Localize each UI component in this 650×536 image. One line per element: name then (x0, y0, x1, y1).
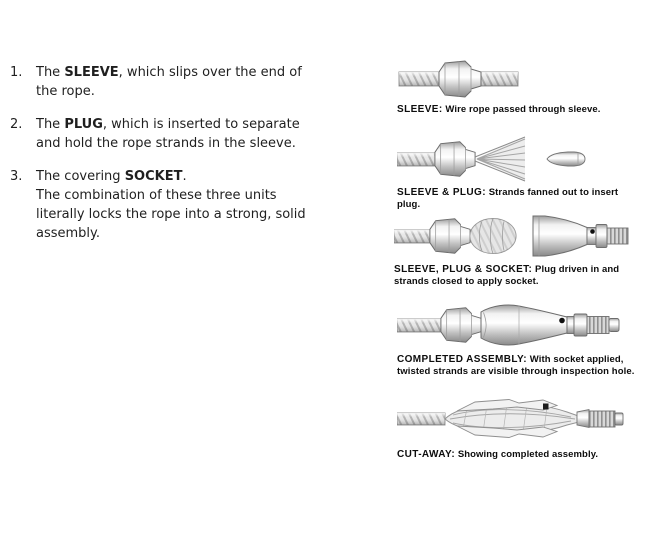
figure-sleeve (397, 57, 627, 116)
term-bold: SOCKET (124, 169, 183, 184)
term-bold: PLUG (64, 117, 103, 132)
caption-text: With socket applied, twisted strands are visible through inspection hole. (397, 354, 635, 377)
sleeve-part (435, 142, 475, 176)
text-segment: , which slips over the end of the rope. (36, 65, 302, 99)
text-segment: . (182, 169, 187, 184)
text-segment: The covering (36, 169, 125, 184)
list-item-text (36, 115, 312, 153)
figure-caption (397, 104, 627, 116)
plug-part (547, 152, 585, 166)
text-segment: The (36, 117, 65, 132)
caption-text: Plug driven in and strands closed to apply socket. (394, 264, 620, 287)
caption-text: Wire rope passed through sleeve. (445, 104, 601, 115)
figure-completed-assembly (397, 299, 647, 377)
wire-rope (397, 319, 447, 332)
sleeve-illustration (397, 57, 521, 101)
sleeve-part (430, 219, 470, 253)
closed-strands-bulb (470, 219, 516, 254)
figure-caption (397, 354, 647, 377)
figure-caption (394, 264, 640, 287)
caption-label: COMPLETED ASSEMBLY: (397, 354, 528, 365)
socket-part (533, 216, 628, 256)
list-item (10, 167, 322, 243)
caption-label: SLEEVE & PLUG: (397, 187, 486, 198)
list-item (10, 63, 322, 101)
socket-body (481, 305, 619, 345)
text-segment: The (36, 65, 65, 80)
caption-text: Showing completed assembly. (457, 449, 599, 460)
caption-label: SLEEVE: (397, 104, 443, 115)
figure-caption (397, 449, 637, 461)
completed-assembly-illustration (397, 299, 630, 351)
list-item-number: 2. (10, 117, 23, 132)
inspection-hole (559, 318, 565, 324)
list-item-text (36, 167, 312, 243)
text-segment: The combination of these three units literally locks the rope into a strong, solid assembly. (36, 188, 306, 241)
figure-sleeve-plug (397, 134, 637, 210)
inspection-hole (590, 229, 595, 234)
list-item-number: 3. (10, 169, 23, 184)
instruction-list (10, 63, 322, 257)
sleeve-plug-illustration (397, 134, 587, 184)
list-item (10, 115, 322, 153)
figure-caption (397, 187, 637, 210)
term-bold: SLEEVE (64, 65, 119, 80)
figure-sleeve-plug-socket (394, 211, 640, 287)
sleeve-part (439, 61, 481, 97)
text-segment: , which is inserted to separate and hold the rope strands in the sleeve. (36, 117, 300, 151)
threaded-end (577, 410, 623, 428)
caption-text: Strands fanned out to insert plug. (397, 187, 619, 210)
sleeve-plug-socket-illustration (394, 211, 639, 261)
caption-label: SLEEVE, PLUG & SOCKET: (394, 264, 533, 275)
list-item-text (36, 63, 312, 101)
wire-rope (397, 413, 445, 425)
caption-label: CUT-AWAY: (397, 449, 456, 460)
fanned-strands (475, 137, 525, 181)
cut-away-illustration (397, 391, 630, 446)
sleeve-part (441, 308, 481, 342)
list-item-number: 1. (10, 65, 23, 80)
figure-cut-away (397, 391, 637, 461)
